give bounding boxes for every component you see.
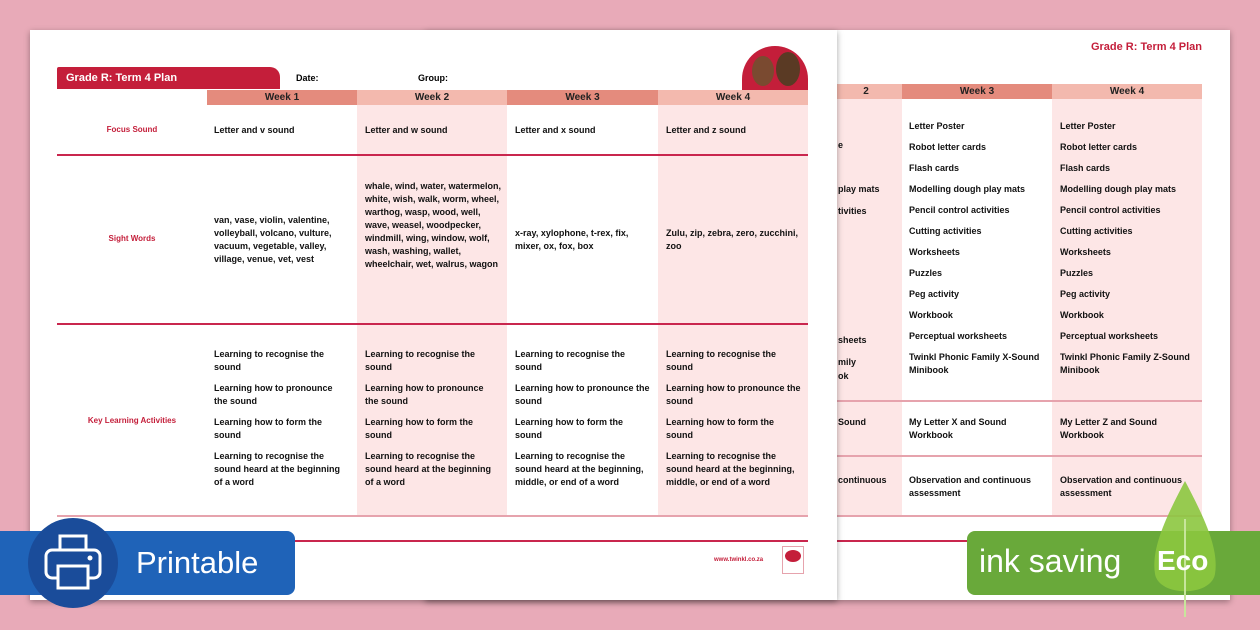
activity-item: Learning how to pronounce the sound: [214, 383, 333, 406]
week4-assessment: Observation and continuous assessment: [1060, 475, 1183, 498]
eco-label: Eco: [1157, 545, 1209, 576]
resource-item: Puzzles: [909, 268, 943, 278]
resource-item: Cutting activities: [909, 226, 982, 236]
week4-workbook: My Letter Z and Sound Workbook: [1060, 417, 1158, 440]
resource-item: Flash cards: [1060, 163, 1111, 173]
partial-text: play mats: [838, 184, 880, 194]
activity-item: Learning how to pronounce the sound: [666, 383, 801, 406]
ink-saving-label: ink saving: [979, 543, 1122, 579]
resource-item: Robot letter cards: [909, 142, 987, 152]
resource-item: Peg activity: [1060, 289, 1111, 299]
week3-resources: [909, 120, 1049, 385]
resource-item: Cutting activities: [1060, 226, 1133, 236]
resource-item: Perceptual worksheets: [909, 331, 1008, 341]
focus-week3: Letter and x sound: [515, 125, 596, 135]
printable-label: Printable: [136, 545, 259, 580]
activity-item: Learning how to form the sound: [515, 417, 623, 440]
focus-week4: Letter and z sound: [666, 125, 747, 135]
activity-item: Learning how to form the sound: [666, 417, 774, 440]
front-page-preview: [30, 30, 837, 600]
activity-item: Learning how to form the sound: [214, 417, 322, 440]
printable-badge: [0, 531, 295, 595]
week1-header: Week 1: [207, 90, 357, 105]
back-week2-header: 2: [830, 84, 902, 99]
plan-title: Grade R: Term 4 Plan: [57, 67, 280, 89]
resource-item: Letter Poster: [1060, 121, 1116, 131]
group-label: Group:: [418, 73, 448, 83]
resource-item: Twinkl Phonic Family X-Sound Minibook: [909, 352, 1040, 375]
week3-header: Week 3: [507, 90, 658, 105]
partial-text: Sound: [838, 417, 866, 427]
back-week4-header: Week 4: [1052, 84, 1202, 99]
partial-text: tivities: [838, 206, 867, 216]
sight-words-label: Sight Words: [108, 234, 156, 243]
footer-url: www.twinkl.co.za: [714, 557, 764, 563]
back-page-title: Grade R: Term 4 Plan: [1090, 41, 1202, 53]
resource-item: Flash cards: [909, 163, 960, 173]
resource-item: Puzzles: [1060, 268, 1094, 278]
resource-item: Modelling dough play mats: [909, 184, 1026, 194]
resource-item: Peg activity: [909, 289, 960, 299]
printer-icon: [28, 518, 118, 608]
focus-week1: Letter and v sound: [214, 125, 295, 135]
key-activities-label: Key Learning Activities: [87, 416, 177, 425]
focus-week2: Letter and w sound: [365, 125, 448, 135]
key-week1: [214, 348, 344, 497]
partial-text: mily: [838, 357, 857, 367]
resource-item: Workbook: [909, 310, 953, 320]
resource-item: Letter Poster: [909, 121, 965, 131]
eco-badge: [967, 531, 1260, 595]
partial-text: ok: [838, 371, 849, 381]
resource-item: Worksheets: [1060, 247, 1111, 257]
resource-item: Worksheets: [909, 247, 960, 257]
week3-assessment: Observation and continuous assessment: [909, 475, 1032, 498]
activity-item: Learning to recognise the sound: [515, 349, 626, 372]
sight-week3: x-ray, xylophone, t-rex, fix, mixer, ox, fox, box: [515, 228, 629, 251]
resource-item: Workbook: [1060, 310, 1104, 320]
activity-item: Learning to recognise the sound: [666, 349, 777, 372]
partial-text: sheets: [838, 335, 867, 345]
activity-item: Learning how to form the sound: [365, 417, 473, 440]
activity-item: Learning how to pronounce the sound: [365, 383, 484, 406]
date-label: Date:: [296, 73, 319, 83]
resource-item: Pencil control activities: [1060, 205, 1161, 215]
resource-item: Twinkl Phonic Family Z-Sound Minibook: [1060, 352, 1190, 375]
sight-week4: Zulu, zip, zebra, zero, zucchini, zoo: [666, 228, 799, 251]
focus-sound-label: Focus Sound: [106, 125, 158, 134]
activity-item: Learning to recognise the sound heard at the beginning of a word: [214, 451, 340, 487]
sight-week1: van, vase, violin, valentine, volleyball, volcano, vulture, vacuum, vegetable, valley, village, venue, vet, vest: [214, 215, 332, 264]
activity-item: Learning to recognise the sound: [365, 349, 476, 372]
activity-item: Learning to recognise the sound: [214, 349, 325, 372]
key-week3: [515, 348, 650, 497]
partial-text: e: [838, 140, 844, 150]
partial-text: continuous: [838, 475, 887, 485]
activity-item: Learning to recognise the sound heard at the beginning, middle, or end of a word: [666, 451, 795, 487]
resource-item: Modelling dough play mats: [1060, 184, 1177, 194]
activity-item: Learning to recognise the sound heard at the beginning, middle, or end of a word: [515, 451, 644, 487]
key-week2: [365, 348, 495, 497]
activity-item: Learning to recognise the sound heard at the beginning of a word: [365, 451, 491, 487]
week4-header: Week 4: [658, 90, 808, 105]
characters-logo: [742, 46, 808, 90]
resource-item: Robot letter cards: [1060, 142, 1138, 152]
week2-header: Week 2: [357, 90, 507, 105]
week3-workbook: My Letter X and Sound Workbook: [909, 417, 1007, 440]
twinkl-logo: [782, 546, 804, 574]
activity-item: Learning how to pronounce the sound: [515, 383, 650, 406]
resource-item: Pencil control activities: [909, 205, 1010, 215]
week4-resources: [1060, 120, 1200, 385]
sight-week2: whale, wind, water, watermelon, white, wish, walk, worm, wheel, warthog, wasp, wood, well, wave, weasel, woodpecker, windmill, wing, window, wolf, wash, washing, wallet, wheelchair, wet, walrus, wagon: [365, 181, 502, 269]
key-week4: [666, 348, 801, 497]
back-week3-header: Week 3: [902, 84, 1052, 99]
resource-item: Perceptual worksheets: [1060, 331, 1159, 341]
